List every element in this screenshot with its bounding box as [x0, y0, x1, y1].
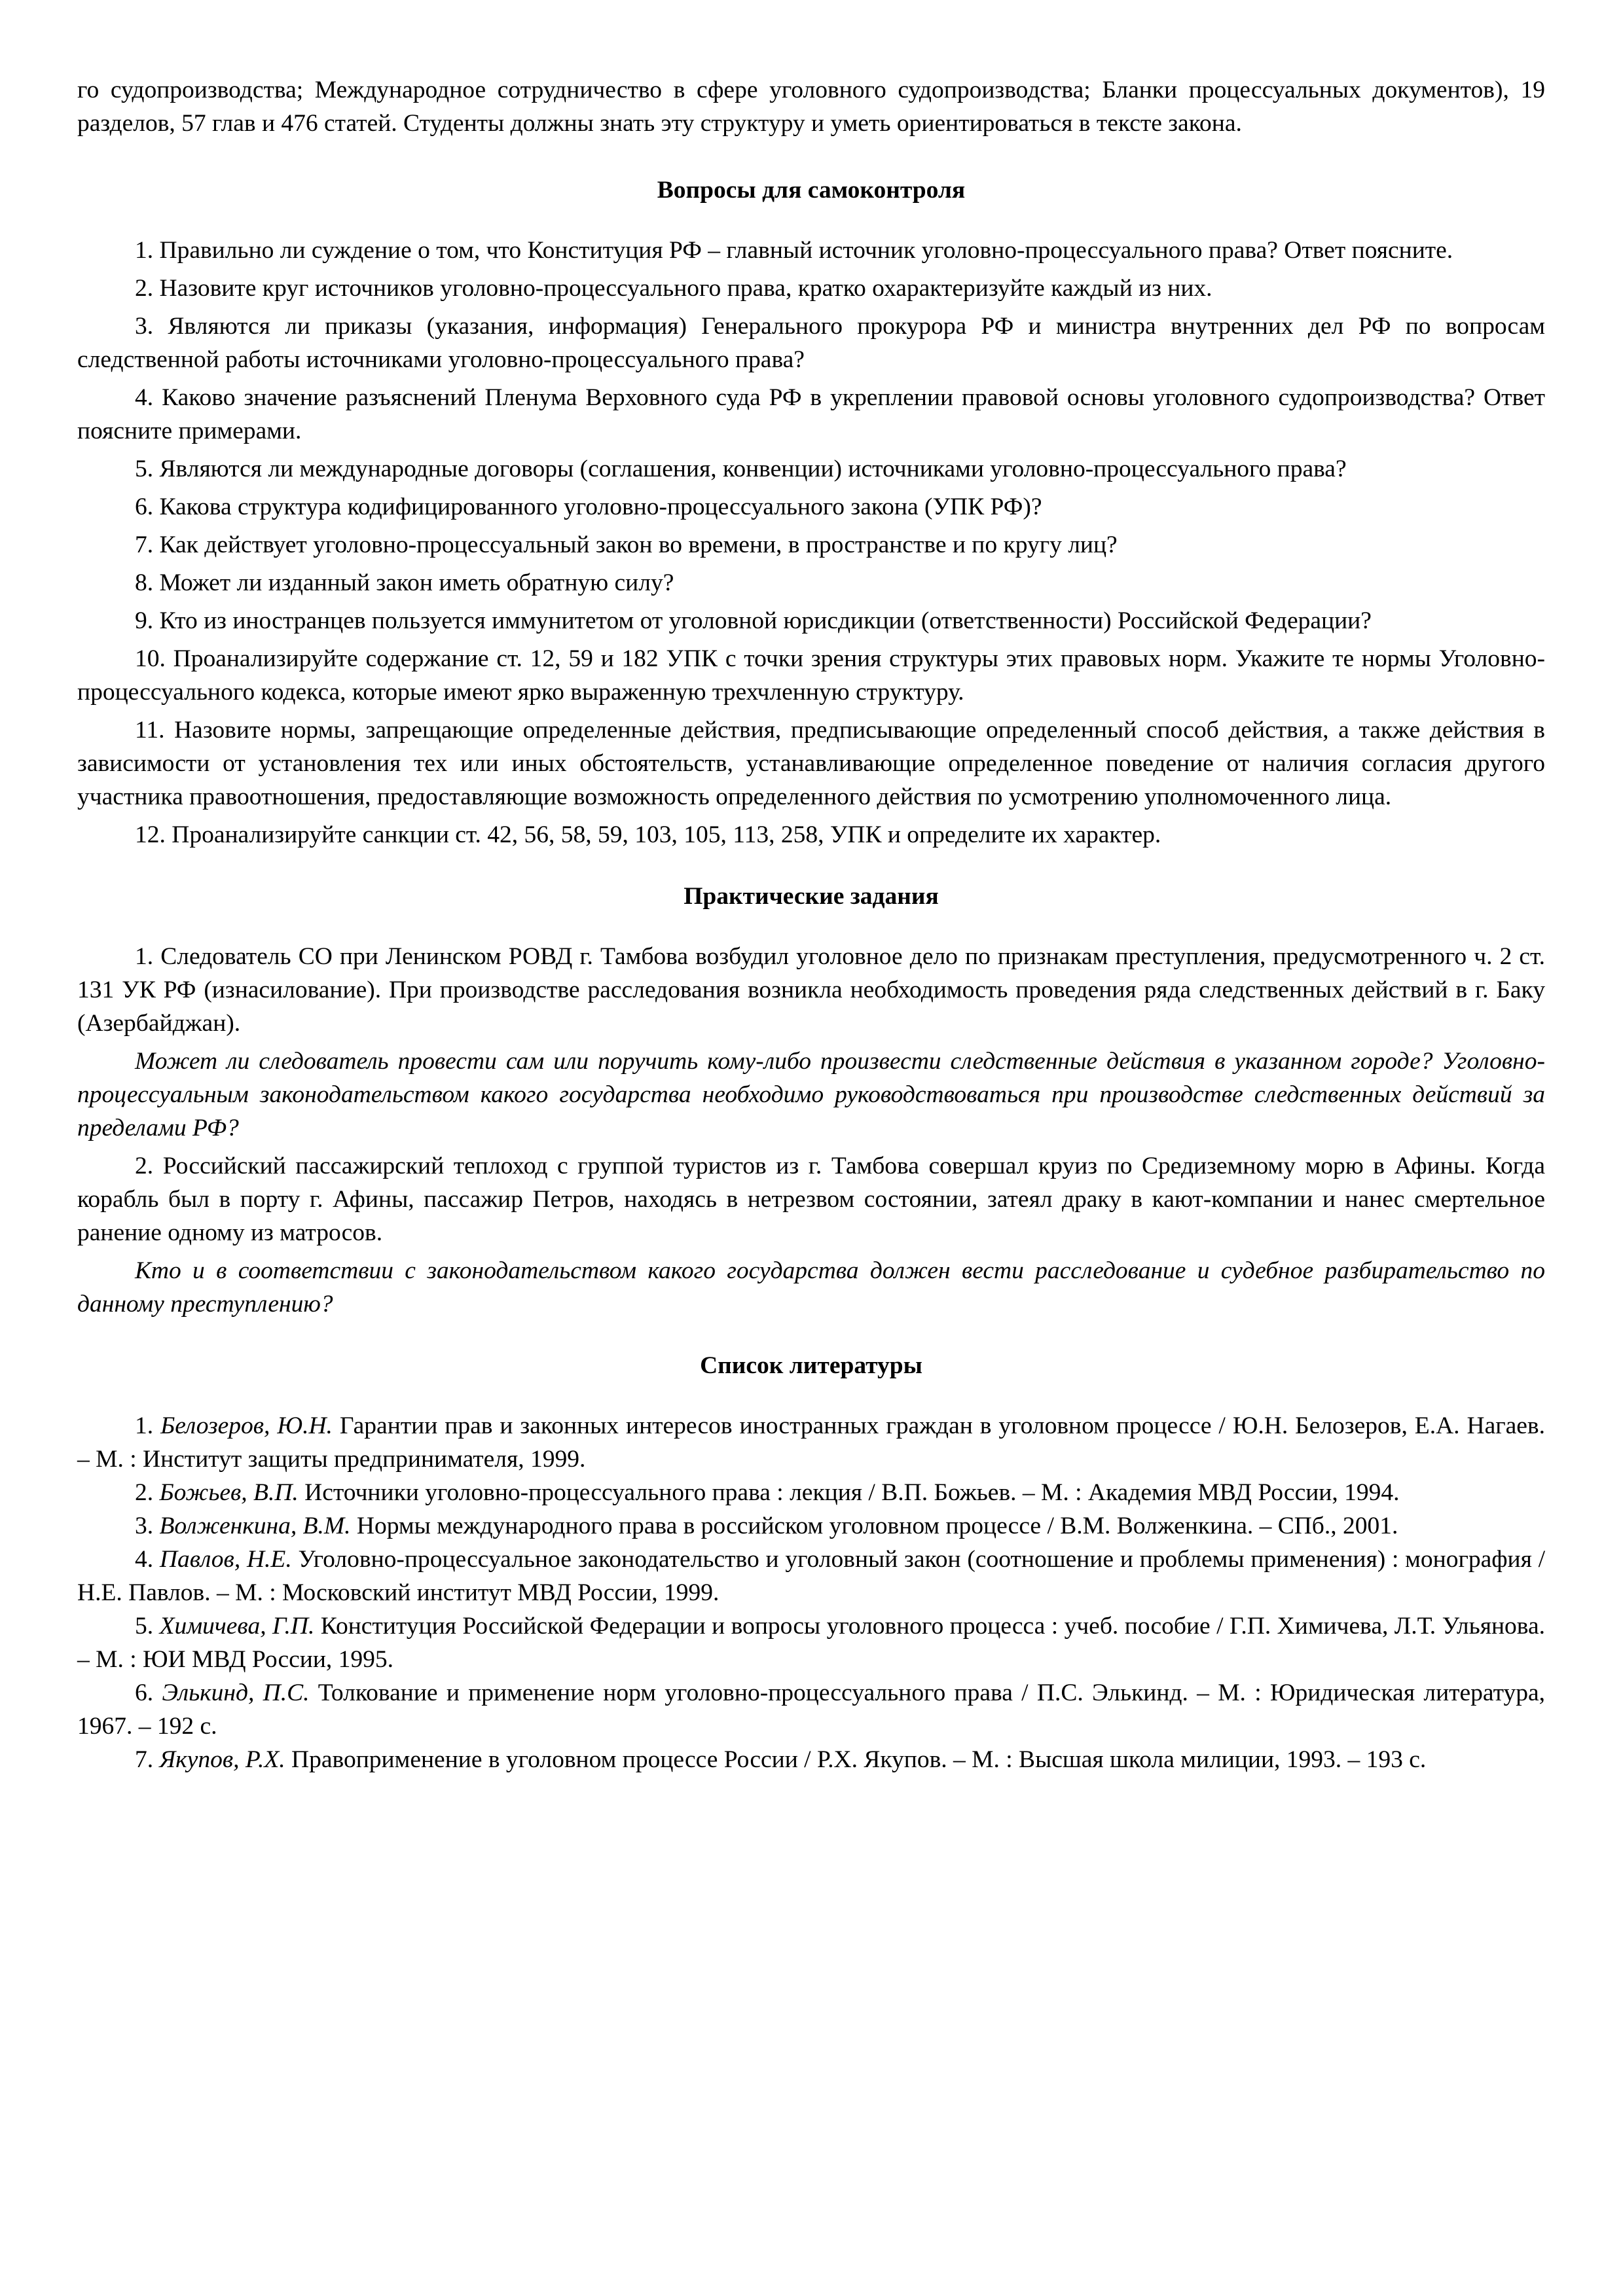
literature-author: Элькинд, П.С.: [162, 1679, 310, 1706]
literature-author: Павлов, Н.Е.: [159, 1546, 292, 1573]
literature-heading: Список литературы: [700, 1352, 922, 1379]
question-item: 10. Проанализируйте содержание ст. 12, 59 и 182 УПК с точки зрения структуры этих правовых норм. Укажите те нормы Уголовно-процессуального кодекса, которые имеют ярко выраженную трехчленную структуру.: [77, 645, 1545, 706]
literature-num: 5.: [135, 1613, 160, 1640]
literature-rest: Правоприменение в уголовном процессе России / Р.Х. Якупов. – М. : Высшая школа милиции, 1993. – 193 с.: [285, 1746, 1427, 1773]
literature-rest: Уголовно-процессуальное законодательство и уголовный закон (соотношение и проблемы применения) : монография / Н.Е. Павлов. – М. : Московский институт МВД России, 1999.: [77, 1546, 1546, 1606]
literature-num: 3.: [135, 1513, 160, 1539]
questions-heading: Вопросы для самоконтроля: [657, 177, 966, 204]
literature-item: [77, 1609, 1545, 1676]
task-2-text: 2. Российский пассажирский теплоход с группой туристов из г. Тамбова совершал круиз по Средиземному морю в Афины. Когда корабль был в порту г. Афины, пассажир Петров, находясь в нетрезвом состоянии, затеял драку в кают-компании и нанес смертельное ранение одному из матросов.: [77, 1153, 1545, 1246]
question-item: 12. Проанализируйте санкции ст. 42, 56, 58, 59, 103, 105, 113, 258, УПК и определите их характер.: [135, 821, 1161, 848]
literature-item: [77, 1476, 1545, 1509]
literature-num: 2.: [135, 1479, 160, 1506]
task-1-question: [77, 1045, 1545, 1145]
literature-author: Божьев, В.П.: [159, 1479, 299, 1506]
question-item: 6. Какова структура кодифицированного уголовно-процессуального закона (УПК РФ)?: [135, 493, 1042, 520]
tasks-list: [77, 940, 1545, 1321]
question-item: 3. Являются ли приказы (указания, информация) Генерального прокурора РФ и министра внутренних дел РФ по вопросам следственной работы источниками уголовно-процессуального права?: [77, 313, 1545, 373]
question-item: 1. Правильно ли суждение о том, что Конституция РФ – главный источник уголовно-процессуального права? Ответ поясните.: [135, 237, 1453, 264]
question-item: 2. Назовите круг источников уголовно-процессуального права, кратко охарактеризуйте каждый из них.: [135, 275, 1213, 302]
task-2-question-italic: Кто и в соответствии с законодательством какого государства должен вести расследование и судебное разбирательство по данному преступлению?: [77, 1257, 1545, 1318]
literature-rest: Нормы международного права в российском уголовном процессе / В.М. Волженкина. – СПб., 2001.: [350, 1513, 1398, 1539]
document-page: [77, 73, 1545, 1776]
literature-item: [77, 1743, 1545, 1776]
intro-paragraph: го судопроизводства; Международное сотрудничество в сфере уголовного судопроизводства; Бланки процессуальных документов), 19 разделов, 57 глав и 476 статей. Студенты должны знать эту структуру и уметь ориентироваться в тексте закона.: [77, 77, 1545, 137]
literature-rest: Толкование и применение норм уголовно-процессуального права / П.С. Элькинд. – М. : Юридическая литература, 1967. – 192 с.: [77, 1679, 1546, 1740]
task-2-question: [77, 1254, 1545, 1321]
literature-item: [77, 1509, 1545, 1543]
literature-rest: Конституция Российской Федерации и вопросы уголовного процесса : учеб. пособие / Г.П. Химичева, Л.Т. Ульянова. – М. : ЮИ МВД России, 1995.: [77, 1613, 1545, 1673]
questions-list: [77, 234, 1545, 852]
literature-author: Белозеров, Ю.Н.: [160, 1412, 333, 1439]
task-1-question-italic: Может ли следователь провести сам или поручить кому-либо произвести следственные действия в указанном городе? Уголовно-процессуальным законодательством какого государства необходимо руководствоваться при производстве следственных действий за пределами РФ?: [77, 1048, 1545, 1141]
literature-rest: Источники уголовно-процессуального права : лекция / В.П. Божьев. – М. : Академия МВД России, 1994.: [298, 1479, 1400, 1506]
question-item: 7. Как действует уголовно-процессуальный закон во времени, в пространстве и по кругу лиц?: [135, 531, 1118, 558]
literature-num: 1.: [135, 1412, 161, 1439]
question-item: 8. Может ли изданный закон иметь обратную силу?: [135, 569, 674, 596]
question-item: 5. Являются ли международные договоры (соглашения, конвенции) источниками уголовно-процессуального права?: [135, 456, 1347, 482]
question-item: 11. Назовите нормы, запрещающие определенные действия, предписывающие определенный способ действия, а также действия в зависимости от установления тех или иных обстоятельств, устанавливающие определенное поведение от наличия согласия другого участника правоотношения, предоставляющие возможность определенного действия по усмотрению уполномоченного лица.: [77, 717, 1545, 810]
literature-rest: Гарантии прав и законных интересов иностранных граждан в уголовном процессе / Ю.Н. Белозеров, Е.А. Нагаев. – М. : Институт защиты предпринимателя, 1999.: [77, 1412, 1545, 1473]
literature-num: 4.: [135, 1546, 160, 1573]
literature-author: Якупов, Р.Х.: [159, 1746, 285, 1773]
literature-author: Химичева, Г.П.: [159, 1613, 315, 1640]
question-item: 9. Кто из иностранцев пользуется иммунитетом от уголовной юрисдикции (ответственности) Российской Федерации?: [135, 607, 1372, 634]
literature-author: Волженкина, В.М.: [159, 1513, 351, 1539]
task-1-text: 1. Следователь СО при Ленинском РОВД г. Тамбова возбудил уголовное дело по признакам преступления, предусмотренного ч. 2 ст. 131 УК РФ (изнасилование). При производстве расследования возникла необходимость проведения ряда следственных действий в г. Баку (Азербайджан).: [77, 943, 1545, 1037]
question-item: 4. Каково значение разъяснений Пленума Верховного суда РФ в укреплении правовой основы уголовного судопроизводства? Ответ поясните примерами.: [77, 384, 1545, 444]
literature-item: [77, 1409, 1545, 1476]
tasks-heading: Практические задания: [684, 883, 939, 910]
literature-item: [77, 1543, 1545, 1609]
literature-list: [77, 1409, 1545, 1776]
literature-item: [77, 1676, 1545, 1743]
literature-num: 6.: [135, 1679, 162, 1706]
literature-num: 7.: [135, 1746, 160, 1773]
